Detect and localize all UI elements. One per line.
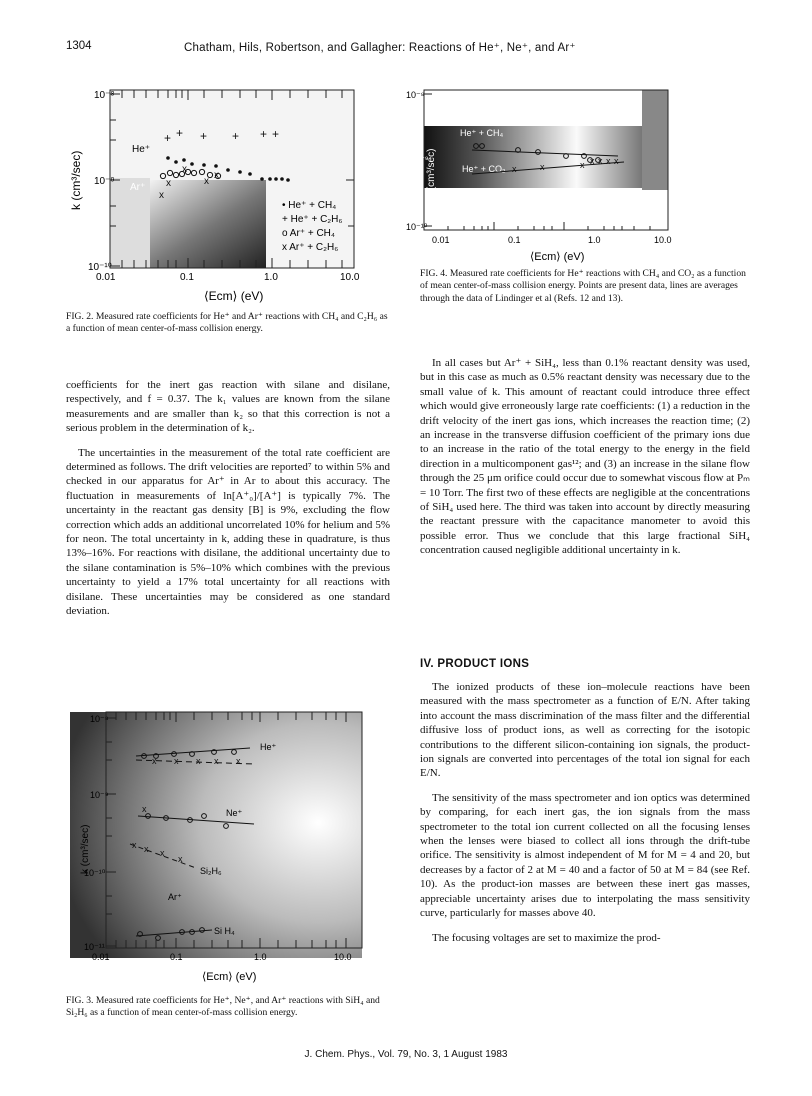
y-tick-1: 10⁻⁸ [406,90,425,100]
paragraph: In all cases but Ar⁺ + SiH₄, less than 0.1% reactant density was used, but in this case as much as 0.5% reactant density was necessary due to the small value of k. This amount of reactant could introduce three effect which would give erroneously large rate coefficients: (1) a reduction in the drift velocity of the inert gas ions, which increases the reaction time; (2) an increase in the transverse diffusion coefficient of the primary ions due to an increase in the ratio of the total energy to the energy in the field direction in a multicomponent gas¹²; and (3) an increase in the silane flow through the 25 μm orifice could occur due to somewhat viscous flow at Pₘ = 10 Torr. The first two of these effects are negligible at the concentrations of SiH₄ used here. The third was taken into account by directly measuring the reactant pressure with the capacitance manometer to avoid this possible error. Thus we conclude that this large fractional SiH₄ concentration caused negligible additional uncertainty in k. [420,357,750,557]
svg-text:x: x [182,164,187,175]
running-title: Chatham, Hils, Robertson, and Gallagher: Reactions of He⁺, Ne⁺, and Ar⁺ [184,42,576,54]
fig3-caption: FIG. 3. Measured rate coefficients for He⁺, Ne⁺, and Ar⁺ reactions with SiH₄ and Si₂H₆ as a function of mean center-of-mass collision energy. [66,995,380,1019]
y-axis-label: k (cm³/sec) [69,150,83,210]
x-tick-3: 1.0 [264,272,278,283]
svg-text:x: x [152,756,157,766]
y-tick-1: 10⁻⁸ [90,714,109,724]
label-sih4: Si H₄ [214,926,235,936]
svg-text:x: x [196,756,201,766]
figure-3 [64,704,384,994]
page-header [66,40,746,56]
right-column-text-2 [420,680,750,955]
y-tick-2: 10⁻⁹ [94,176,115,187]
x-tick-1: 0.01 [432,235,450,245]
x-axis-label: ⟨Ecm⟩ (eV) [202,971,257,983]
svg-text:x: x [598,156,603,166]
fig4-caption: FIG. 4. Measured rate coefficients for He⁺ reactions with CH₄ and CO₂ as a function of mean center-of-mass collision energy. Points are present data, lines are averages through the data of Lindinger et al (Refs. 12 and 13). [420,268,746,304]
svg-text:+: + [272,127,280,141]
svg-text:+: + [260,127,268,141]
label-he-co2: He⁺ + CO₂ [462,164,506,174]
svg-text:+: + [176,126,184,140]
svg-text:+: + [232,129,240,143]
svg-text:x: x [580,160,585,170]
x-tick-3: 1.0 [254,952,267,962]
y-tick-4: 10⁻¹¹ [84,942,105,952]
figure-4 [406,80,683,270]
y-tick-3: 10⁻¹⁰ [406,222,428,232]
x-tick-2: 0.1 [170,952,183,962]
svg-text:+: + [164,131,172,145]
svg-text:x: x [512,164,517,174]
x-tick-4: 10.0 [654,235,672,245]
x-tick-4: 10.0 [340,272,360,283]
svg-text:x: x [160,848,165,858]
y-tick-2: 10⁻⁹ [90,790,109,800]
svg-text:x: x [174,756,179,766]
x-tick-1: 0.01 [92,952,110,962]
svg-text:x: x [132,840,137,850]
label-ar: Ar⁺ [130,182,146,193]
section-heading: IV. PRODUCT IONS [420,658,530,670]
paragraph: The uncertainties in the measurement of the total rate coefficient are determined as follows. The drift velocities are reported⁷ to within 5% and checked in our apparatus for Ar⁺ in Ar to about this accuracy. The fluctuation in measurements of ln[A⁺₀]/[A⁺] is typically 7%. The uncertainty in the reactant gas density [B] is 9%, excluding the flow correction which adds an additional uncorrelated 10% for helium and 5% for neon. The total uncertainty in k, adding these in quadrature, is thus 13%–16%. For reactions with disilane, the additional uncertainty due to the silane contamination is 5%–10% which combines with the previous uncertainty to yield a 17% total uncertainty for all reactions with disilane. These uncertainties may be considered as one standard deviation. [66,446,390,618]
y-axis-label: k (cm³/sec) [426,148,437,198]
svg-text:x: x [144,844,149,854]
svg-text:x: x [590,156,595,166]
svg-text:+: + [200,129,208,143]
figure-2 [64,80,374,305]
fig2-caption: FIG. 2. Measured rate coefficients for He⁺ and Ar⁺ reactions with CH₄ and C₂H₆ as a function of mean center-of-mass collision energy. [66,311,388,335]
x-tick-2: 0.1 [508,235,521,245]
paragraph: The ionized products of these ion–molecule reactions have been measured with the mass spectrometer as a function of E/N. After taking into account the mass discrimination of the mass filter and the differential diffusive loss of product ions, as well as correcting for the isotopic contributions to the different silicon-containing ion signals, the product-ion signals are converted into percentages of the total ion signal for each E/N. [420,681,750,780]
right-column-text [420,356,750,568]
x-axis-label: ⟨Ecm⟩ (eV) [204,289,264,303]
svg-text:x: x [214,170,219,181]
paragraph: The focusing voltages are set to maximize the prod- [432,931,661,944]
x-tick-3: 1.0 [588,235,601,245]
x-tick-1: 0.01 [96,272,116,283]
y-tick-1: 10⁻⁸ [94,90,115,101]
label-ne: Ne⁺ [226,808,243,818]
svg-text:x: x [214,756,219,766]
svg-text:x: x [166,178,171,189]
x-tick-2: 0.1 [180,272,194,283]
svg-text:x: x [540,162,545,172]
svg-text:x: x [159,190,164,201]
label-he: He⁺ [260,742,277,752]
y-tick-3: 10⁻¹⁰ [88,262,112,273]
label-ar: Ar⁺ [168,892,182,902]
svg-text:x: x [178,854,183,864]
label-he: He⁺ [132,144,151,155]
paragraph: The sensitivity of the mass spectrometer and ion optics was determined by comparing, for each inert gas, the ion signals from the mass spectrometer to the total ion current collected on all the focusing lenses when the lenses were biased to collect all ions through the drift-tube orifice. The sensitivity is almost independent of M for M = 4 and 20, but decreases by a factor of 2 at M = 40 and a factor of 50 at M = 84 (see Ref. 10). As the product-ion masses are between these inert gas masses, appreciable uncertainty arises due to interpolating the mass sensitivity curve, particularly for masses above 40. [420,791,750,920]
legend-1: • He⁺ + CH₄ [282,200,337,211]
journal-footer: J. Chem. Phys., Vol. 79, No. 3, 1 August 1983 [304,1049,508,1060]
x-tick-4: 10.0 [334,952,352,962]
svg-text:x: x [606,156,611,166]
legend-4: x Ar⁺ + C₂H₆ [282,242,339,253]
svg-text:x: x [614,156,619,166]
legend-3: o Ar⁺ + CH₄ [282,228,335,239]
paragraph: coefficients for the inert gas reaction with silane and disilane, respectively, and f = 0.37. The k₁ values are known from the silane measurements and are smaller than k₂ so that this correction is not a serious problem in the determination of k₂. [66,379,390,435]
y-tick-2: 10⁻⁹ [410,154,429,164]
left-column-text [66,378,390,629]
y-axis-label: k (cm³/sec) [80,824,91,874]
svg-text:x: x [204,176,209,187]
x-axis-label: ⟨Ecm⟩ (eV) [530,251,585,263]
y-tick-3: 10⁻¹⁰ [84,868,106,878]
svg-text:x: x [142,804,147,814]
page-number: 1304 [66,40,92,52]
legend-2: + He⁺ + C₂H₆ [282,214,343,225]
svg-text:x: x [236,756,241,766]
label-he-ch4: He⁺ + CH₄ [460,128,504,138]
label-si2h6: Si₂H₆ [200,866,222,876]
